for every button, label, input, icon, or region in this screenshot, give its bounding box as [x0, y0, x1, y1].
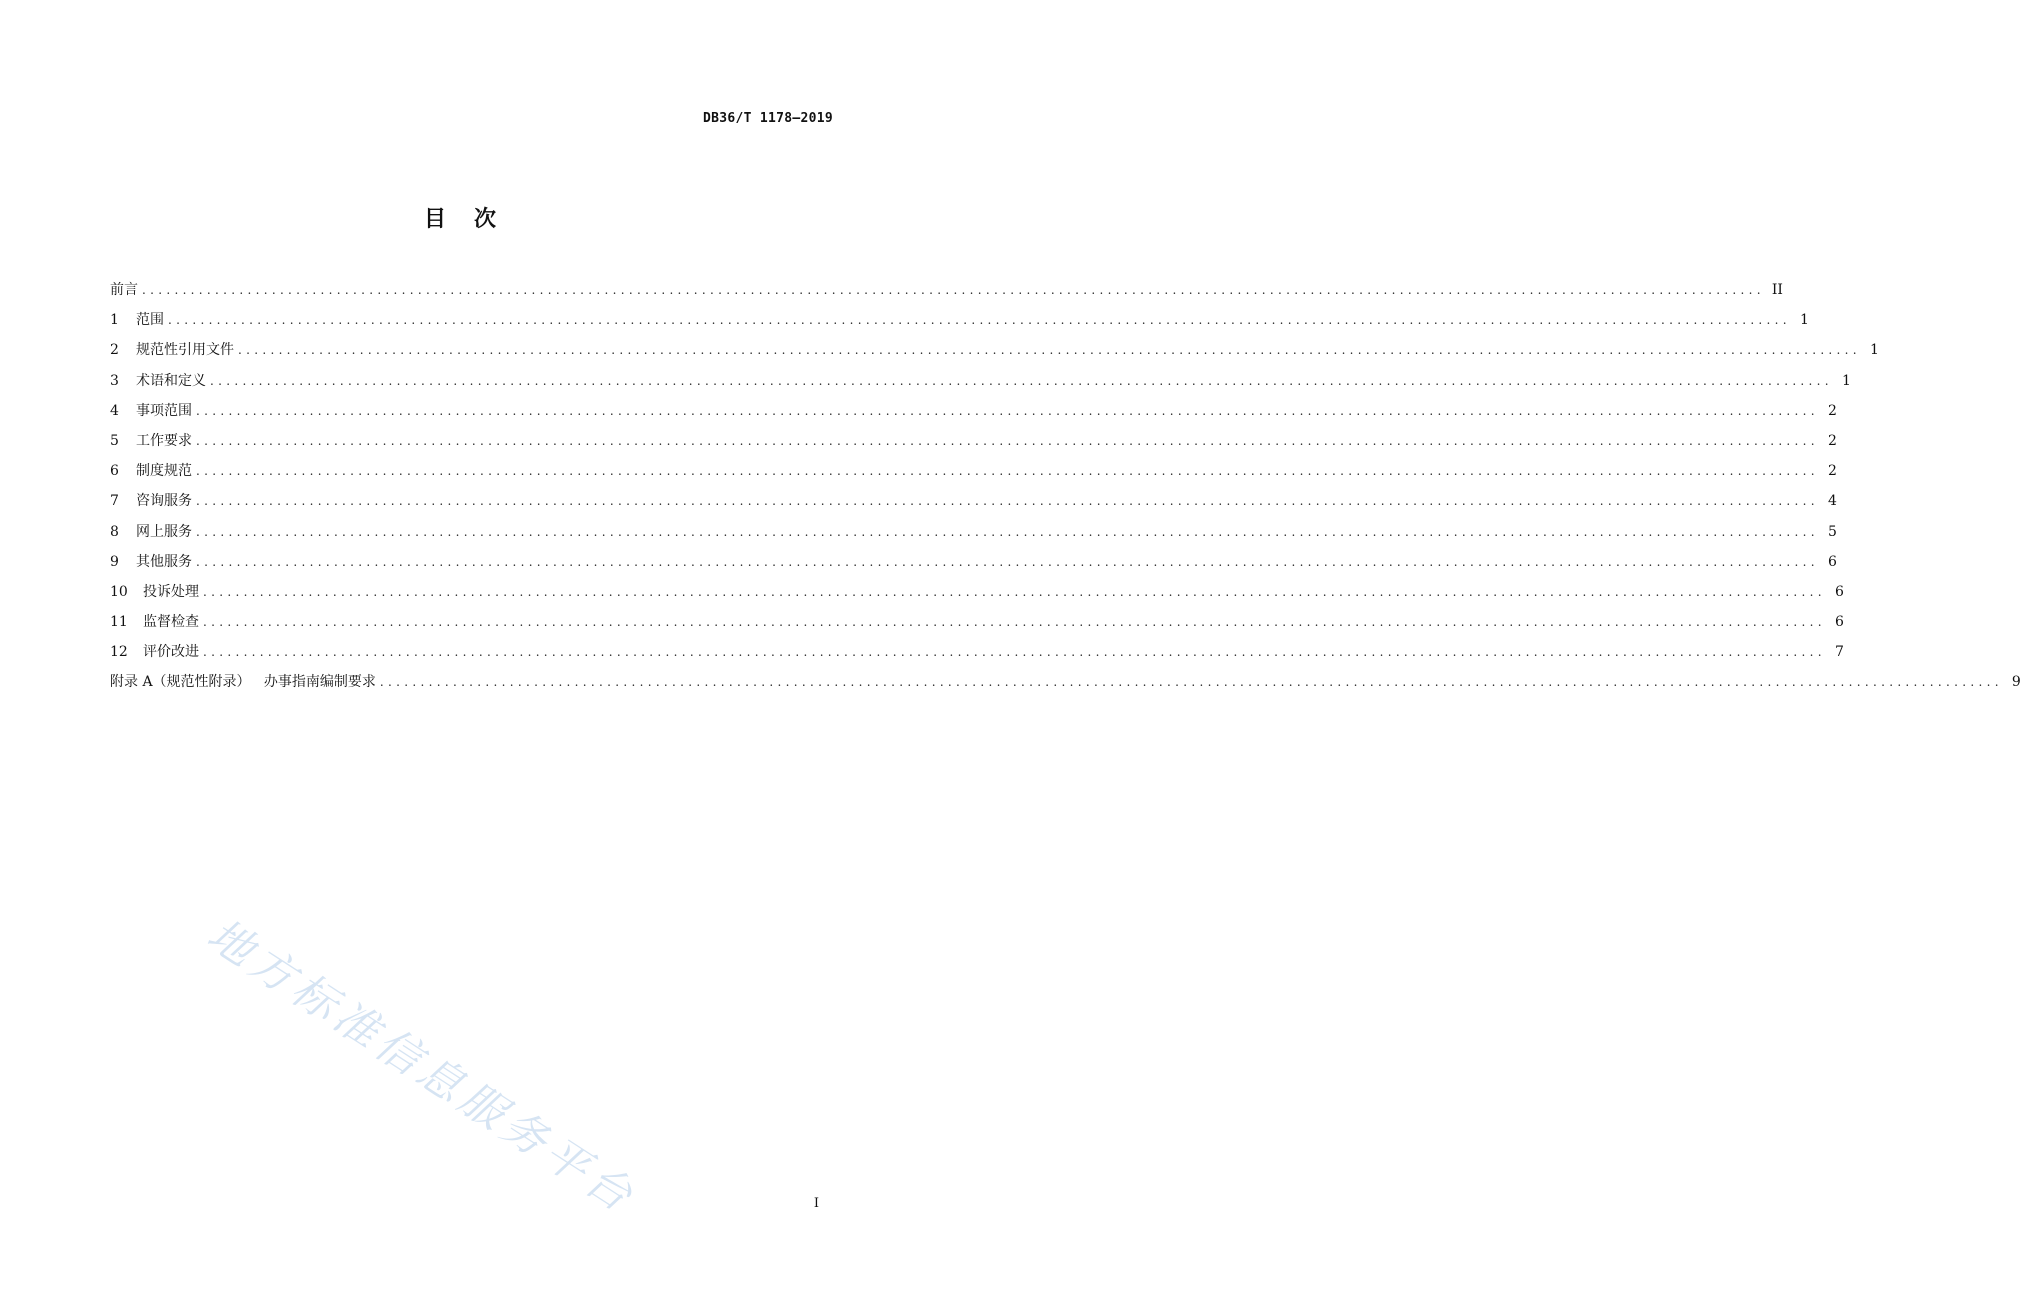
toc-label: 监督检查 — [143, 614, 199, 631]
toc-entry-10[interactable] — [110, 577, 1844, 607]
toc-label: 工作要求 — [136, 432, 192, 449]
toc-label: 事项范围 — [136, 402, 192, 419]
toc-leader-dots: ........................................................................................................................................................................................................ — [168, 313, 1791, 328]
toc-entry-1[interactable] — [110, 305, 1809, 335]
toc-page-number: II — [1771, 282, 1783, 298]
standard-code: DB36/T 1178—2019 — [702, 111, 833, 126]
toc-page-number: 5 — [1827, 523, 1837, 540]
toc-page-number: 1 — [1869, 342, 1879, 359]
toc-leader-dots: ........................................................................................................................................................................................................ — [196, 524, 1819, 539]
toc-page-number: 1 — [1841, 372, 1851, 389]
toc-leader-dots: ........................................................................................................................................................................................................ — [379, 675, 2003, 690]
toc-leader-dots: ........................................................................................................................................................................................................ — [196, 433, 1819, 448]
toc-entry-12[interactable] — [110, 637, 1844, 667]
title-char: 次 — [474, 207, 497, 232]
toc-page-number: 7 — [1834, 644, 1844, 661]
toc-label: 前言 — [110, 282, 138, 298]
toc-entry-11[interactable] — [110, 607, 1844, 637]
toc-entry-5[interactable] — [110, 426, 1837, 456]
toc-page-number: 2 — [1827, 402, 1837, 419]
toc-leader-dots: ........................................................................................................................................................................................................ — [203, 615, 1826, 630]
toc-section-number: 11 — [110, 614, 128, 631]
toc-label: 制度规范 — [136, 463, 192, 480]
toc-section-number: 9 — [110, 553, 119, 570]
toc-leader-dots: ........................................................................................................................................................................................................ — [196, 403, 1819, 418]
toc-entry-7[interactable] — [110, 486, 1837, 516]
toc-section-number: 7 — [110, 493, 119, 510]
table-of-contents — [110, 275, 2021, 698]
title-char: 目 — [423, 207, 446, 232]
toc-leader-dots: ........................................................................................................................................................................................................ — [238, 343, 1861, 358]
toc-page-number: 6 — [1834, 614, 1844, 631]
toc-page-number: 2 — [1827, 463, 1837, 480]
toc-entry-3[interactable] — [110, 366, 1851, 396]
toc-entry-appendix-a[interactable] — [110, 667, 2021, 697]
toc-entry-4[interactable] — [110, 396, 1837, 426]
toc-section-number: 1 — [110, 312, 119, 329]
toc-leader-dots: ........................................................................................................................................................................................................ — [203, 645, 1826, 660]
toc-page-number: 6 — [1827, 553, 1837, 570]
page-title — [0, 202, 920, 233]
toc-section-number: 8 — [110, 523, 119, 540]
toc-page-number: 6 — [1834, 583, 1844, 600]
toc-page-number: 2 — [1827, 432, 1837, 449]
toc-leader-dots: ........................................................................................................................................................................................................ — [196, 554, 1819, 569]
toc-label: 咨询服务 — [136, 493, 192, 510]
toc-section-number: 12 — [110, 644, 128, 661]
toc-label: 术语和定义 — [136, 372, 206, 389]
toc-section-number: 2 — [110, 342, 119, 359]
toc-entry-9[interactable] — [110, 547, 1837, 577]
toc-section-number: 6 — [110, 463, 119, 480]
toc-leader-dots: ........................................................................................................................................................................................................ — [196, 494, 1819, 509]
toc-entry-2[interactable] — [110, 335, 1879, 365]
toc-section-number: 10 — [110, 583, 128, 600]
watermark: 地方标准信息服务平台 — [198, 909, 646, 1225]
toc-label: 评价改进 — [143, 644, 199, 661]
page-number: I — [813, 1196, 819, 1211]
toc-page-number: 9 — [2011, 674, 2021, 691]
toc-leader-dots: ........................................................................................................................................................................................................ — [203, 584, 1826, 599]
toc-page-number: 1 — [1799, 312, 1809, 329]
toc-leader-dots: ........................................................................................................................................................................................................ — [210, 373, 1833, 388]
toc-label: 规范性引用文件 — [136, 342, 234, 359]
toc-section-number: 4 — [110, 402, 119, 419]
toc-page-number: 4 — [1827, 493, 1837, 510]
toc-leader-dots: ........................................................................................................................................................................................................ — [142, 283, 1765, 297]
toc-section-number: 5 — [110, 432, 119, 449]
toc-entry-6[interactable] — [110, 456, 1837, 486]
toc-label: 投诉处理 — [143, 583, 199, 600]
toc-section-number: 3 — [110, 372, 119, 389]
toc-leader-dots: ........................................................................................................................................................................................................ — [196, 464, 1819, 479]
toc-label: 网上服务 — [136, 523, 192, 540]
toc-label: 范围 — [136, 312, 164, 329]
toc-label: 附录 A（规范性附录） 办事指南编制要求 — [110, 674, 376, 691]
toc-label: 其他服务 — [136, 553, 192, 570]
toc-entry-8[interactable] — [110, 517, 1837, 547]
toc-entry-foreword[interactable] — [110, 275, 1783, 305]
